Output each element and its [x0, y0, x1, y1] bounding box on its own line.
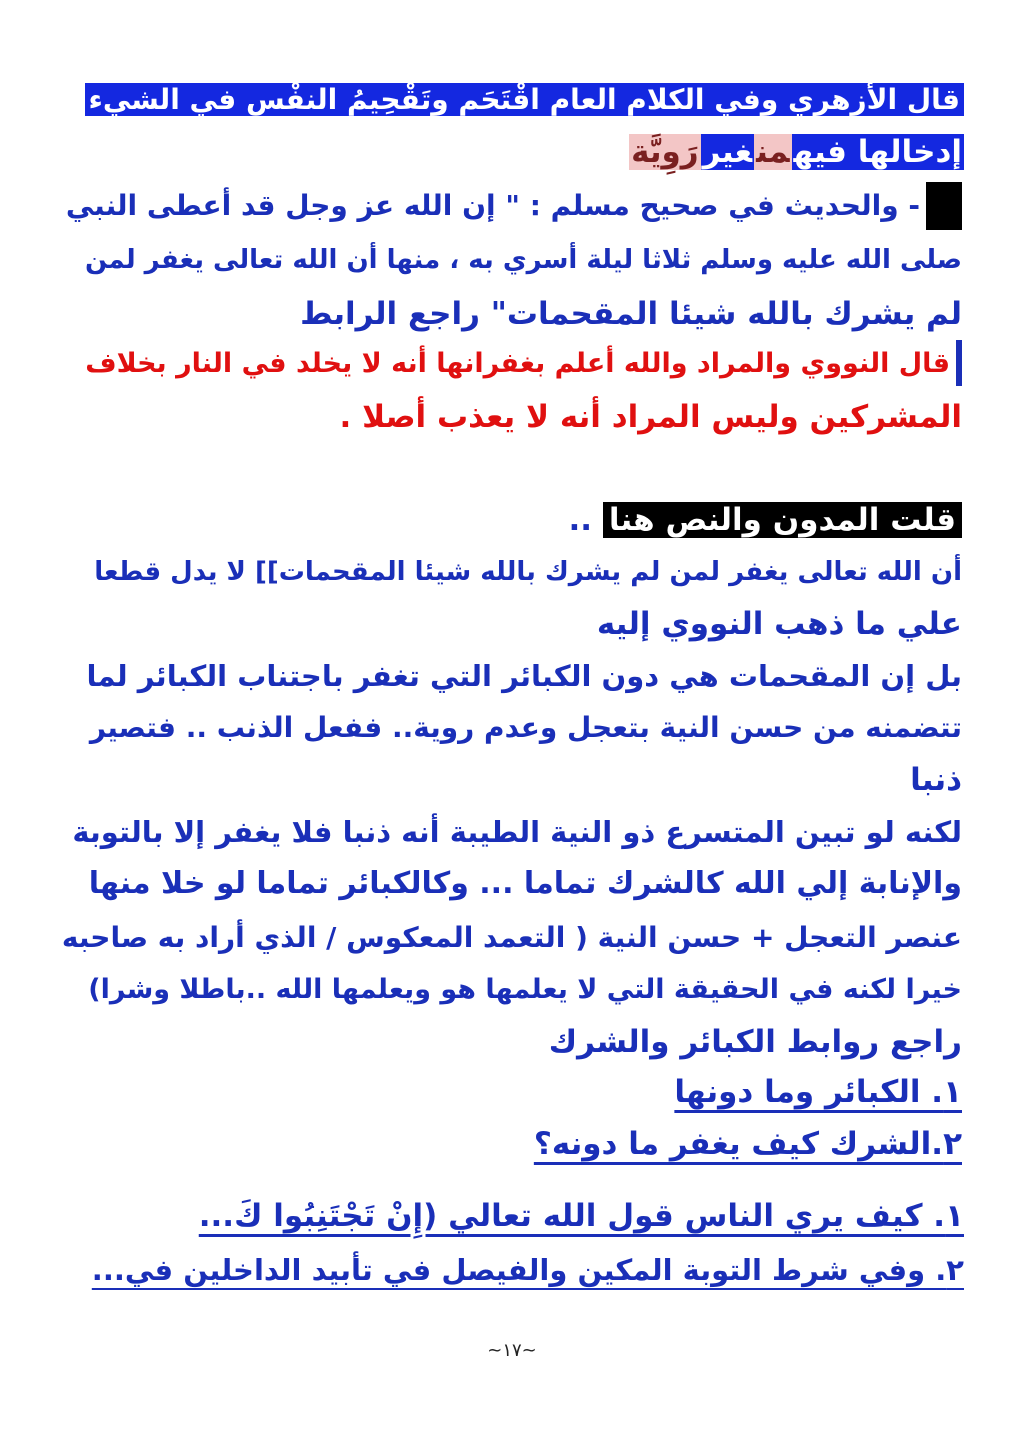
line-text: أن الله تعالى يغفر لمن لم يشرك بالله شيئا المقحمات]] لا يدل قطعا	[94, 557, 962, 587]
paragraph-line-7	[340, 393, 963, 441]
redaction-box	[926, 182, 962, 230]
paragraph-line-13	[910, 756, 962, 804]
paragraph-line-11	[86, 652, 962, 700]
line-text: لم يشرك بالله شيئا المقحمات" راجع الرابط	[300, 296, 962, 332]
paragraph-line-9	[94, 548, 962, 596]
line-text: راجع روابط الكبائر والشرك	[548, 1024, 962, 1060]
line-text: عنصر التعجل + حسن النية ( التعمد المعكوس / الذي أراد به صاحبه	[61, 921, 962, 954]
link-text[interactable]: ٢. وفي شرط التوبة المكين والفيصل في تأبيد الداخلين في...	[91, 1253, 964, 1287]
line-text: والإنابة إلي الله كالشرك تماما ... وكالكبائر تماما لو خلا منها	[88, 866, 962, 901]
line-text: صلى الله عليه وسلم ثلاثا ليلة أسري به ، منها أن الله تعالى يغفر لمن	[85, 245, 962, 275]
link-tawba[interactable]	[92, 1246, 964, 1294]
page-number: ~١٧~	[487, 1340, 537, 1361]
line-text: المشركين وليس المراد أنه لا يعذب أصلا .	[339, 399, 962, 435]
line-text: ذنبا	[910, 762, 962, 798]
paragraph-line-15	[89, 860, 962, 908]
heading-text: قلت المدون والنص هنا	[603, 502, 962, 538]
highlighted-text: غير	[702, 134, 753, 170]
paragraph-line-14	[72, 808, 962, 856]
highlighted-text: قال الأزهري وفي الكلام العام اقْتَحَم وتَقْحِيمُ النفْس في الشيء	[85, 83, 964, 116]
paragraph-line-6	[85, 340, 962, 388]
line-text: لكنه لو تبين المتسرع ذو النية الطيبة أنه ذنبا فلا يغفر إلا بالتوبة	[72, 815, 962, 849]
link-shirk[interactable]	[534, 1120, 962, 1168]
line-text: - والحديث في صحيح مسلم : " إن الله عز وجل قد أعطى النبي	[65, 189, 920, 222]
line-text: قال النووي والمراد والله أعلم بغفرانها أنه لا يخلد في النار بخلاف	[85, 348, 950, 379]
highlighted-text-pink: رَوِيَّة	[631, 134, 699, 170]
link-text[interactable]: ١. الكبائر وما دونها	[674, 1074, 962, 1110]
paragraph-line-1	[85, 76, 964, 124]
line-text: تتضمنه من حسن النية بتعجل وعدم روية.. ففعل الذنب .. فتصير	[89, 711, 962, 744]
paragraph-line-4	[85, 236, 962, 284]
paragraph-line-10	[597, 600, 962, 648]
link-text[interactable]: ١. كيف يري الناس قول الله تعالي (إِنْ تَجْتَنِبُوا كَ...	[198, 1198, 964, 1234]
line-text: خيرا لكنه في الحقيقة التي لا يعلمها هو ويعلمها الله ..باطلا وشرا)	[88, 974, 962, 1005]
paragraph-line-16	[62, 914, 962, 962]
highlighted-text: إدخالها فيه	[793, 134, 962, 170]
paragraph-line-5	[300, 290, 962, 338]
line-text: علي ما ذهب النووي إليه	[596, 606, 962, 642]
paragraph-line-3	[66, 182, 962, 230]
paragraph-line-12	[90, 704, 962, 752]
highlighted-text-pink: من	[756, 134, 790, 170]
paragraph-line-17	[88, 966, 962, 1014]
quote-bar	[956, 340, 962, 386]
paragraph-line-2	[629, 128, 964, 176]
link-kabair[interactable]	[674, 1068, 962, 1116]
line-text: بل إن المقحمات هي دون الكبائر التي تغفر باجتناب الكبائر لما	[86, 659, 962, 693]
paragraph-line-18	[549, 1018, 962, 1066]
link-text[interactable]: ٢.الشرك كيف يغفر ما دونه؟	[533, 1126, 962, 1162]
link-ijtinab[interactable]	[199, 1192, 964, 1240]
heading-dots: ..	[568, 502, 593, 538]
section-heading	[569, 496, 962, 544]
